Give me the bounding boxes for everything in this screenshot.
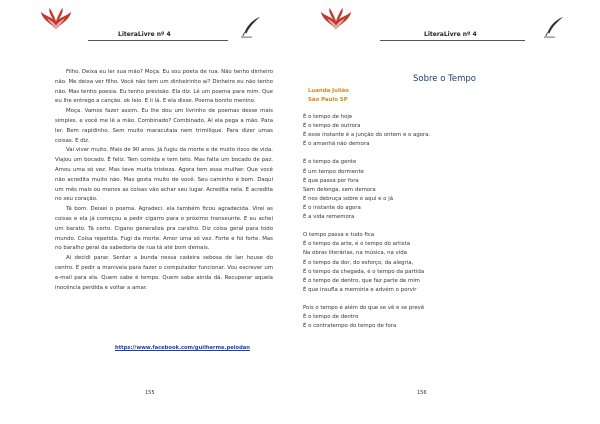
poem-stanza	[303, 113, 430, 149]
header-rule	[380, 40, 525, 41]
poem-line: É o contratempo do tempo de fora	[303, 323, 397, 330]
poem-stanza	[303, 304, 430, 331]
winged-emblem-icon	[320, 6, 352, 32]
poem-stanza	[303, 158, 430, 222]
poem-line: É o tempo de hoje	[303, 114, 353, 120]
poem-line: É que passa por fora	[303, 177, 359, 184]
poem-line: É o tempo de dentro	[303, 314, 359, 321]
author-facebook-link[interactable]: https://www.facebook.com/guilherme.pelodan	[115, 345, 250, 351]
poem-line: É o tempo da dor, do esforço, da alegria,	[303, 259, 414, 266]
right-page	[300, 0, 600, 424]
paragraph: Vai viver muito. Mais de 90 anos. Já fugiu da morte e de muito risco de vida. Viajou um bocado. É feliz. Tem comida e tem teto. Mas falta um bocado de paz. Amou uma só vez. Mas teve muita tristeza. Agora tem essa mulher. Que você não acredita muito não. Mas gosta muito de você. Seu caminho é bom. Daqui um mês mais ou menos as coisas vão achar seu lugar. Acredita nela. E acredita no seu coração.	[55, 147, 273, 203]
winged-emblem-icon	[40, 6, 72, 32]
poem-line: O tempo passa e tudo fica	[303, 232, 375, 239]
author-place: São Paulo SP	[308, 97, 348, 103]
poem-line: É o tempo de dentro, que faz parte de mim	[303, 277, 420, 284]
paragraph: Tá bom. Deixei o poema. Agradeci. ela também ficou agradecida. Virei as coisas e ela já começou a pedir cigarro para o próximo transeunte. E eu achei um barato. Tá certo. Cigano generaliza pra caralho. Diz coisa geral para todo mundo. Coisa repetida. Fugi da morte. Amor uma só vez. Forte e foi forte. Mas no baralho geral da sabedoria de rua tá até bom demais.	[55, 206, 273, 252]
paragraph: Filho. Deixa eu ler sua mão? Moça. Eu sou poeta de rua. Não tenho dinheiro não. Me deixa ver filho. Você não tem um dinheirinho aí? Dinheiro eu não tenho não. Mas tenho poesia. Eu tenho previsão. Ela diz. Lê um poema para mim. Que eu lhe entrego a canção. ok leio. E li lá. E ela disse. Poema bonito menino.	[55, 69, 273, 105]
poem-line: É o tempo da arte, é o tempo do artista	[303, 241, 411, 248]
poem-line: É que insufla a memória e advém o porvir	[303, 286, 417, 293]
quill-pen-icon	[240, 16, 262, 38]
poem-line: E nos debruça sobre o aqui e o já	[303, 195, 393, 202]
poem-line: É esse instante é a junção do ontem e o agora.	[303, 132, 431, 139]
story-text	[55, 68, 273, 293]
poem-line: É o amanhã não demora	[303, 141, 370, 148]
paragraph: Moça. Vamos fazer assim. Eu lhe dou um livrinho de poemas desse mais simples. e você me lê a mão. Combinado? Combinado. Aí ela pega a mão. Para ler. Bem rapidinho. Sem muito maracutaia nem trimilique. Para dizer umas coisas. E diz.	[55, 108, 273, 144]
header-rule	[88, 40, 228, 41]
poem-line: Sem delonga, sem demora	[303, 186, 376, 193]
poem-body	[303, 113, 430, 340]
page-number: 156	[417, 390, 427, 396]
poem-line: É o tempo da chegada, é o tempo da partida	[303, 268, 425, 275]
poem-stanza	[303, 231, 430, 295]
poem-line: Pois o tempo é além do que se vê e se prevê	[303, 304, 425, 311]
poem-line: É a vida rememora	[303, 214, 355, 221]
page-number: 155	[145, 390, 155, 396]
poem-line: Na obras literárias, na música, na vida	[303, 250, 407, 257]
poem-line: É um tempo dormente	[303, 168, 364, 175]
author-name: Luanda Julião	[308, 88, 350, 94]
poem-line: É o tempo da gente	[303, 159, 357, 166]
header-title: LiteraLivre nº 4	[118, 31, 171, 38]
poem-line: É o tempo de outrora	[303, 123, 361, 130]
poem-title: Sobre o Tempo	[413, 74, 476, 84]
poem-line: É o instante do agora	[303, 204, 361, 211]
header-title: LiteraLivre nº 4	[424, 31, 477, 38]
quill-pen-icon	[543, 16, 565, 38]
paragraph: Aí decidi parar. Sentar a bunda nessa cadeira sebosa de lan house do centro. E pedir a manivela para fazer o computador funcionar. Vou escrever um e-mail para ela. Quem sabe é tempo. Quem sabe ainda dá. Recuperar aquela inocência perdida e voltar a amar.	[55, 255, 273, 291]
